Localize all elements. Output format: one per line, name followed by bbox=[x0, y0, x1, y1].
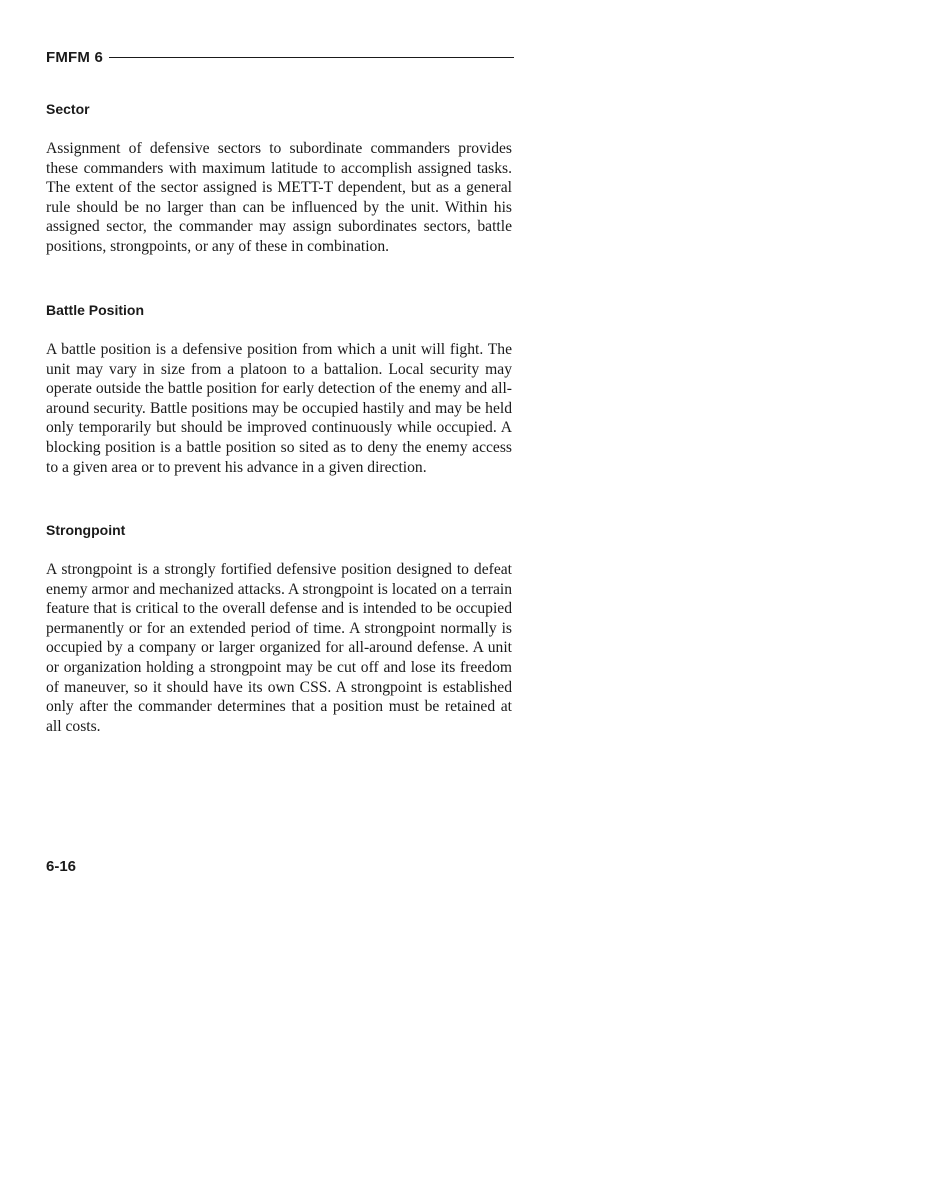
section-heading-strongpoint: Strongpoint bbox=[46, 522, 126, 538]
section-body-strongpoint: A strongpoint is a strongly fortified defensive position designed to defeat enemy armor and mechanized attacks. A strongpoint is located on a terrain feature that is critical to the overall defense and is intended to be occupied permanently or for an extended period of time. A strongpoint normally is occupied by a company or larger organized for all-around defense. A unit or organization holding a strongpoint may be cut off and lose its freedom of maneuver, so it should have its own CSS. A strongpoint is established only after the commander determines that a position must be retained at all costs. bbox=[46, 561, 512, 735]
running-title: FMFM 6 bbox=[46, 48, 104, 66]
section-heading-sector: Sector bbox=[46, 101, 90, 117]
section-body-battle-position: A battle position is a defensive position from which a unit will fight. The unit may vary in size from a platoon to a battalion. Local security may operate outside the battle position for early detection of the enemy and all-around security. Battle positions may be occupied hastily and may be held only temporarily but should be improved continuously while occupied. A blocking position is a battle position so sited as to deny the enemy access to a given area or to prevent his advance in a given direction. bbox=[46, 341, 512, 476]
section-heading-battle-position: Battle Position bbox=[46, 302, 145, 318]
section-body-sector: Assignment of defensive sectors to subordinate commanders provides these commanders with maximum latitude to accomplish assigned tasks. The extent of the sector assigned is METT-T dependent, but as a general rule should be no larger than can be influenced by the unit. Within his assigned sector, the commander may assign subordinates sectors, battle positions, strongpoints, or any of these in combination. bbox=[46, 140, 512, 255]
page-number: 6-16 bbox=[46, 858, 77, 875]
header-rule bbox=[109, 57, 514, 58]
running-header bbox=[46, 47, 514, 67]
